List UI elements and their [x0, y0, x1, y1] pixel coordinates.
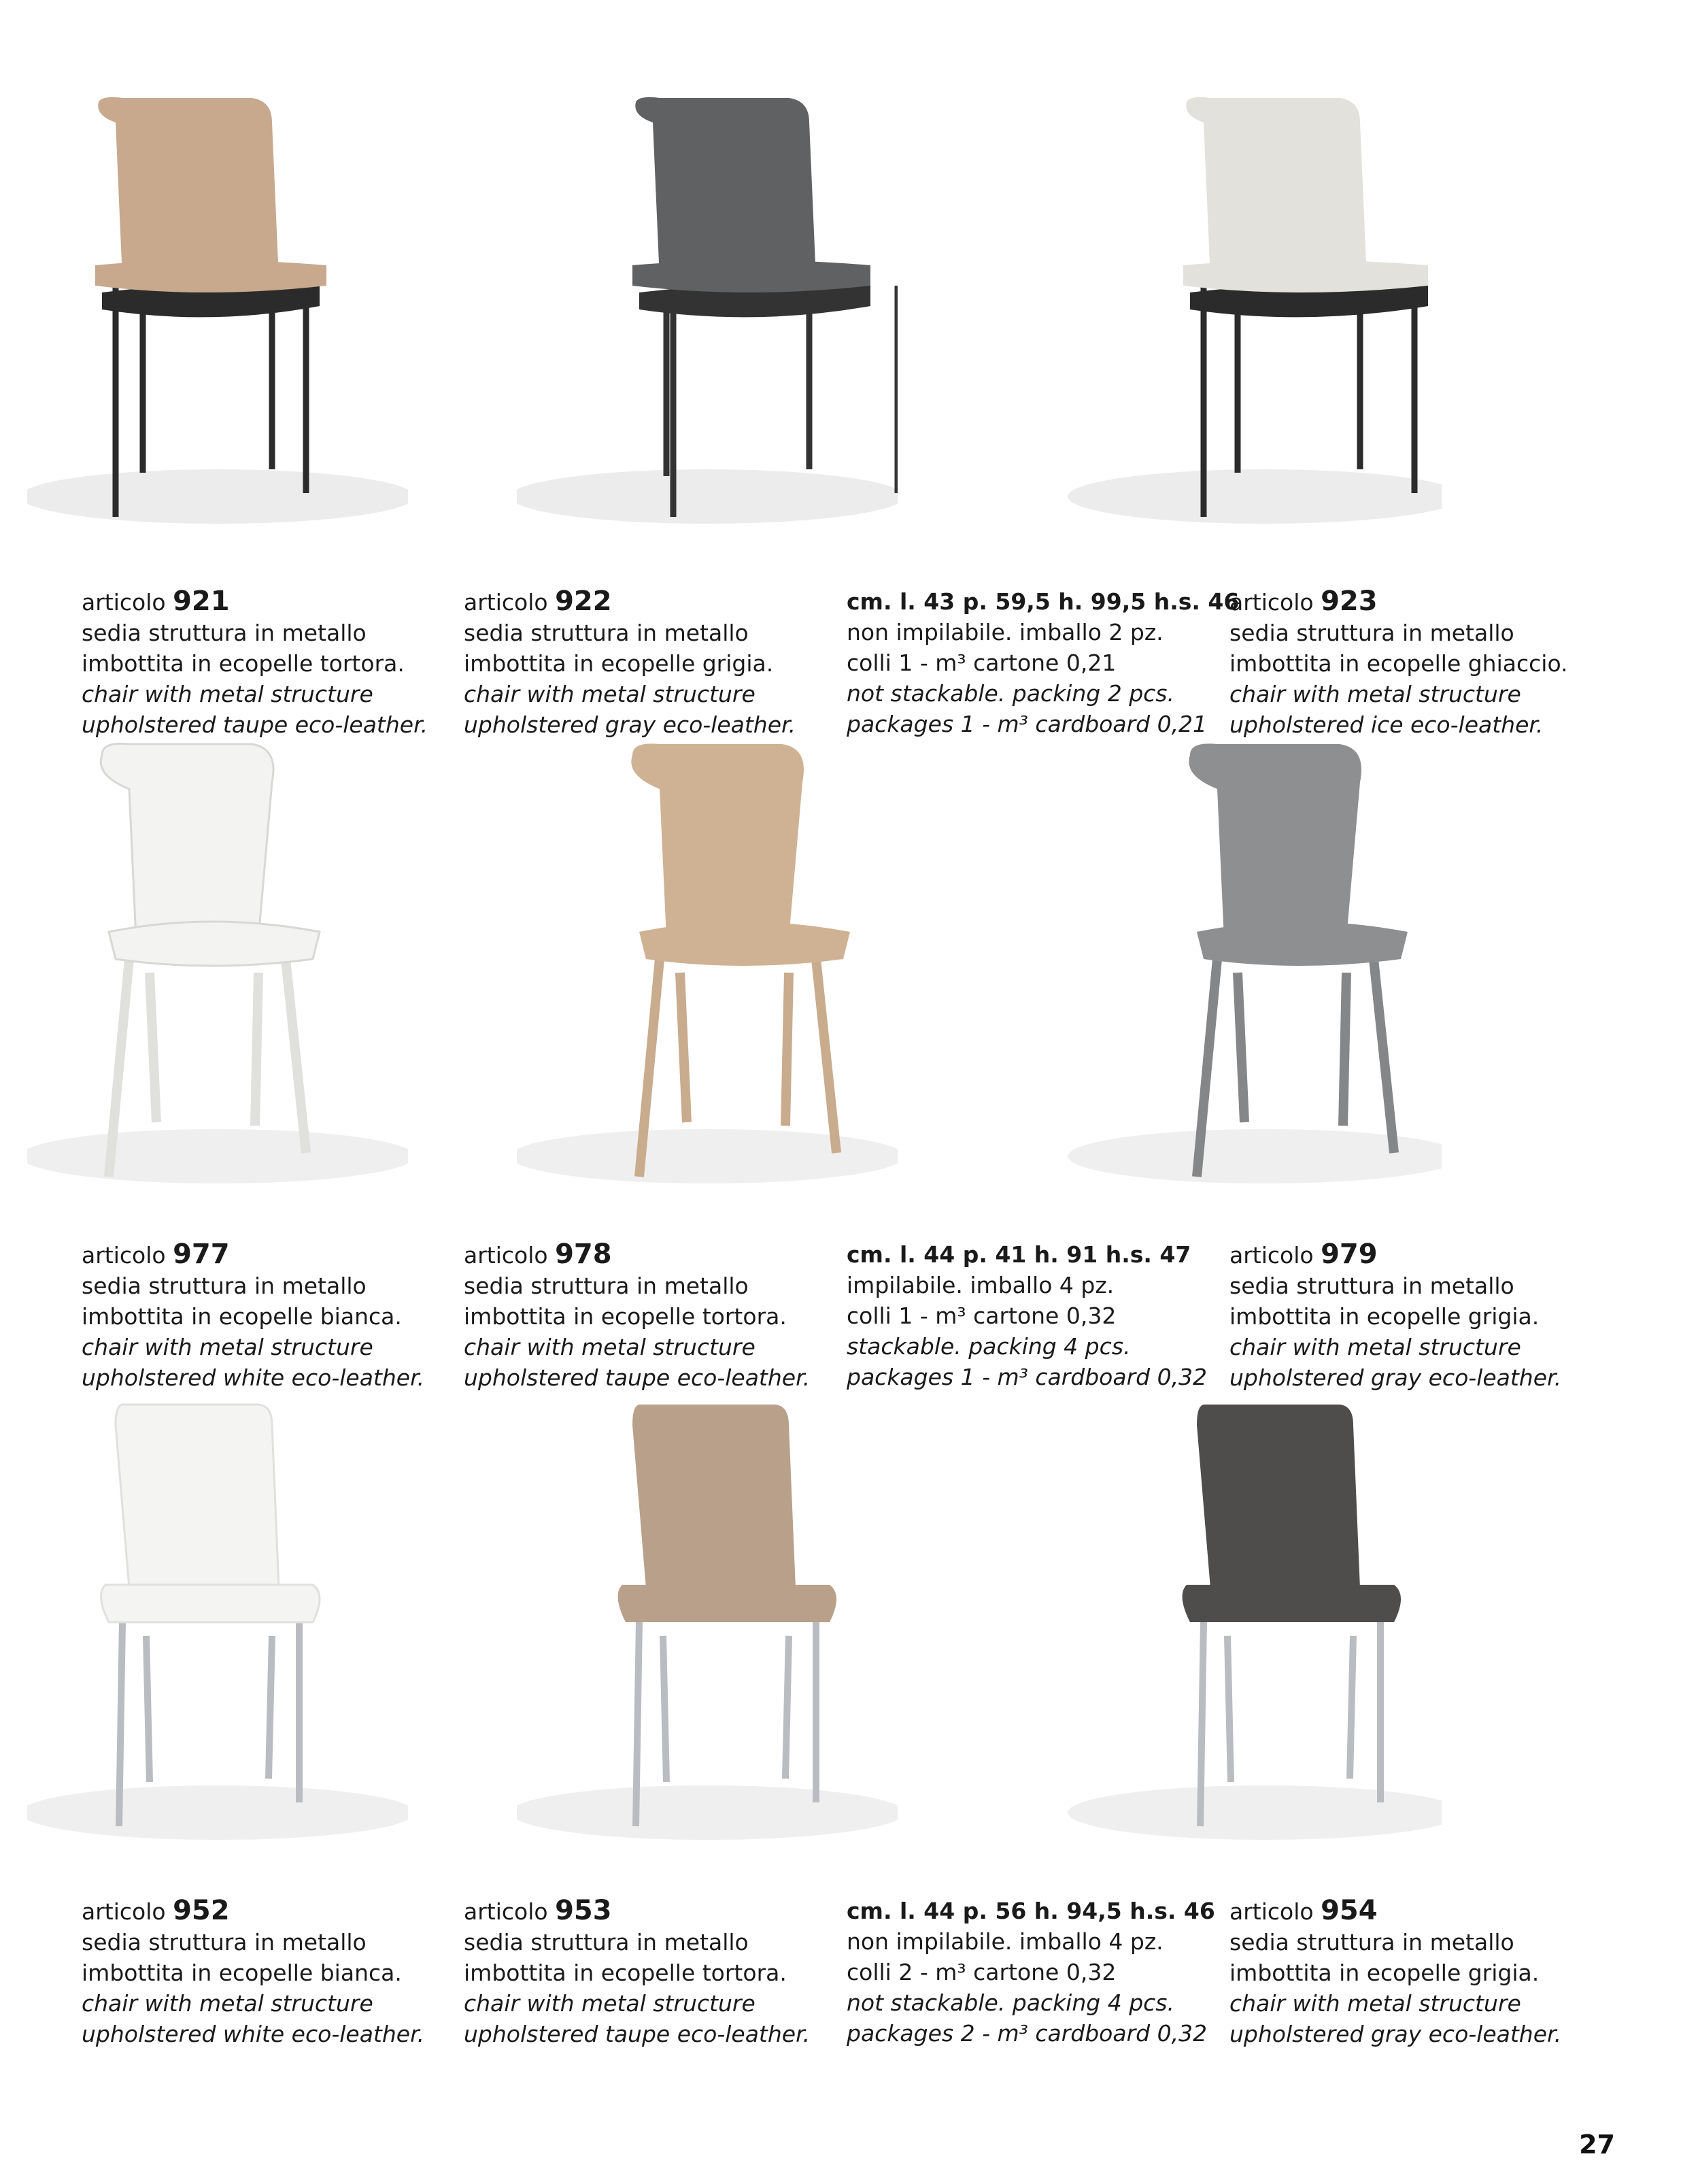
- chair-image: [1061, 82, 1442, 592]
- chair-back: [1189, 743, 1361, 939]
- description-en: upholstered taupe eco-leather.: [464, 2021, 811, 2047]
- article-code: 953: [555, 1895, 612, 1926]
- article-label: articolo: [1229, 1898, 1314, 1925]
- description-it: sedia struttura in metallo: [1229, 620, 1514, 646]
- product-caption-977: [82, 1239, 435, 1393]
- description-it: sedia struttura in metallo: [464, 1273, 749, 1299]
- chair-back: [1197, 1405, 1360, 1588]
- product-caption-953: [464, 1896, 817, 2049]
- article-label: articolo: [82, 1898, 166, 1925]
- description-it: sedia struttura in metallo: [464, 620, 749, 646]
- description-en: upholstered white eco-leather.: [82, 2021, 425, 2047]
- specs-caption-row-1: [847, 586, 1240, 739]
- chair-back: [116, 1405, 279, 1588]
- description-en: chair with metal structure: [464, 1334, 755, 1360]
- description-en: upholstered ice eco-leather.: [1229, 711, 1544, 738]
- article-label: articolo: [464, 1242, 548, 1269]
- product-caption-923: [1229, 586, 1583, 740]
- chair-seat: [1183, 1585, 1401, 1622]
- packing-it: non impilabile. imballo 2 pz.: [847, 619, 1164, 645]
- chair-photo-978: [517, 735, 898, 1245]
- chair-back: [632, 1405, 796, 1588]
- description-en: upholstered gray eco-leather.: [1229, 2021, 1562, 2047]
- description-it: imbottita in ecopelle tortora.: [464, 1303, 787, 1330]
- description-it: imbottita in ecopelle bianca.: [82, 1960, 402, 1986]
- packing-it: impilabile. imballo 4 pz.: [847, 1272, 1115, 1298]
- chair-image: [517, 82, 898, 592]
- chair-photo-922: [517, 82, 898, 592]
- description-it: sedia struttura in metallo: [82, 620, 367, 646]
- article-code: 952: [173, 1895, 230, 1926]
- description-en: chair with metal structure: [82, 1990, 373, 2017]
- chair-photo-953: [517, 1391, 898, 1901]
- article-label: articolo: [82, 1242, 166, 1269]
- specs-caption-row-2: [847, 1239, 1208, 1392]
- article-label: articolo: [464, 589, 548, 616]
- description-it: sedia struttura in metallo: [464, 1929, 749, 1955]
- article-code: 978: [555, 1239, 612, 1270]
- article-code: 979: [1321, 1239, 1378, 1270]
- description-it: imbottita in ecopelle grigia.: [464, 650, 774, 677]
- description-it: sedia struttura in metallo: [1229, 1929, 1514, 1955]
- description-it: imbottita in ecopelle ghiaccio.: [1229, 650, 1568, 677]
- chair-photo-954: [1061, 1391, 1442, 1901]
- description-it: sedia struttura in metallo: [1229, 1273, 1514, 1299]
- product-caption-952: [82, 1896, 435, 2049]
- packages-it: colli 1 - m³ cartone 0,32: [847, 1303, 1117, 1329]
- chair-back: [1186, 97, 1367, 279]
- description-it: sedia struttura in metallo: [82, 1273, 367, 1299]
- packages-en: packages 1 - m³ cardboard 0,21: [847, 711, 1208, 737]
- chair-back: [98, 97, 279, 279]
- chair-seat: [95, 261, 326, 293]
- chair-image: [27, 82, 408, 592]
- dimensions: cm. l. 43 p. 59,5 h. 99,5 h.s. 46: [847, 588, 1240, 615]
- chair-back: [631, 743, 804, 939]
- description-en: upholstered white eco-leather.: [82, 1364, 425, 1391]
- article-label: articolo: [1229, 589, 1314, 616]
- description-en: upholstered gray eco-leather.: [1229, 1364, 1562, 1391]
- description-en: upholstered taupe eco-leather.: [464, 1364, 811, 1391]
- packages-it: colli 2 - m³ cartone 0,32: [847, 1959, 1117, 1985]
- chair-photo-977: [27, 735, 408, 1245]
- chair-photo-952: [27, 1391, 408, 1901]
- product-caption-921: [82, 586, 435, 740]
- chair-seat: [639, 922, 850, 966]
- description-en: chair with metal structure: [464, 1990, 755, 2017]
- description-it: imbottita in ecopelle grigia.: [1229, 1303, 1540, 1330]
- packing-it: non impilabile. imballo 4 pz.: [847, 1928, 1164, 1955]
- article-code: 923: [1321, 586, 1378, 617]
- packing-en: not stackable. packing 2 pcs.: [847, 680, 1174, 707]
- description-it: imbottita in ecopelle grigia.: [1229, 1960, 1540, 1986]
- description-en: chair with metal structure: [1229, 681, 1521, 707]
- packages-it: colli 1 - m³ cartone 0,21: [847, 650, 1117, 676]
- description-en: chair with metal structure: [1229, 1990, 1521, 2017]
- chair-seat: [1183, 261, 1428, 293]
- chair-image: [517, 1391, 898, 1901]
- dimensions: cm. l. 44 p. 41 h. 91 h.s. 47: [847, 1241, 1191, 1268]
- page-number: 27: [1579, 2130, 1615, 2160]
- product-caption-922: [464, 586, 817, 740]
- description-it: imbottita in ecopelle tortora.: [82, 650, 405, 677]
- dimensions: cm. l. 44 p. 56 h. 94,5 h.s. 46: [847, 1898, 1215, 1924]
- product-caption-979: [1229, 1239, 1583, 1393]
- article-code: 922: [555, 586, 612, 617]
- chair-photo-921: [27, 82, 408, 592]
- chair-image: [27, 1391, 408, 1901]
- packing-en: not stackable. packing 4 pcs.: [847, 1989, 1174, 2016]
- chair-seat: [618, 1585, 836, 1622]
- description-en: chair with metal structure: [82, 681, 373, 707]
- chair-seat: [109, 922, 320, 966]
- description-en: chair with metal structure: [82, 1334, 373, 1360]
- packages-en: packages 2 - m³ cardboard 0,32: [847, 2020, 1208, 2047]
- chair-image: [1061, 735, 1442, 1245]
- chair-photo-923: [1061, 82, 1442, 592]
- description-it: imbottita in ecopelle bianca.: [82, 1303, 402, 1330]
- description-en: upholstered gray eco-leather.: [464, 711, 796, 738]
- article-code: 954: [1321, 1895, 1378, 1926]
- packing-en: stackable. packing 4 pcs.: [847, 1333, 1131, 1360]
- description-en: chair with metal structure: [1229, 1334, 1521, 1360]
- article-code: 977: [173, 1239, 230, 1270]
- specs-caption-row-3: [847, 1896, 1215, 2049]
- chair-seat: [1197, 922, 1408, 966]
- packages-en: packages 1 - m³ cardboard 0,32: [847, 1364, 1208, 1390]
- chair-seat: [101, 1585, 320, 1622]
- chair-photo-979: [1061, 735, 1442, 1245]
- description-it: sedia struttura in metallo: [82, 1929, 367, 1955]
- article-label: articolo: [1229, 1242, 1314, 1269]
- chair-seat: [632, 261, 870, 293]
- product-caption-978: [464, 1239, 817, 1393]
- description-en: chair with metal structure: [464, 681, 755, 707]
- chair-back: [635, 97, 816, 279]
- chair-image: [1061, 1391, 1442, 1901]
- chair-image: [517, 735, 898, 1245]
- description-it: imbottita in ecopelle tortora.: [464, 1960, 787, 1986]
- article-label: articolo: [82, 589, 166, 616]
- chair-back: [101, 743, 273, 939]
- product-caption-954: [1229, 1896, 1583, 2049]
- description-en: upholstered taupe eco-leather.: [82, 711, 428, 738]
- article-code: 921: [173, 586, 230, 617]
- article-label: articolo: [464, 1898, 548, 1925]
- chair-image: [27, 735, 408, 1245]
